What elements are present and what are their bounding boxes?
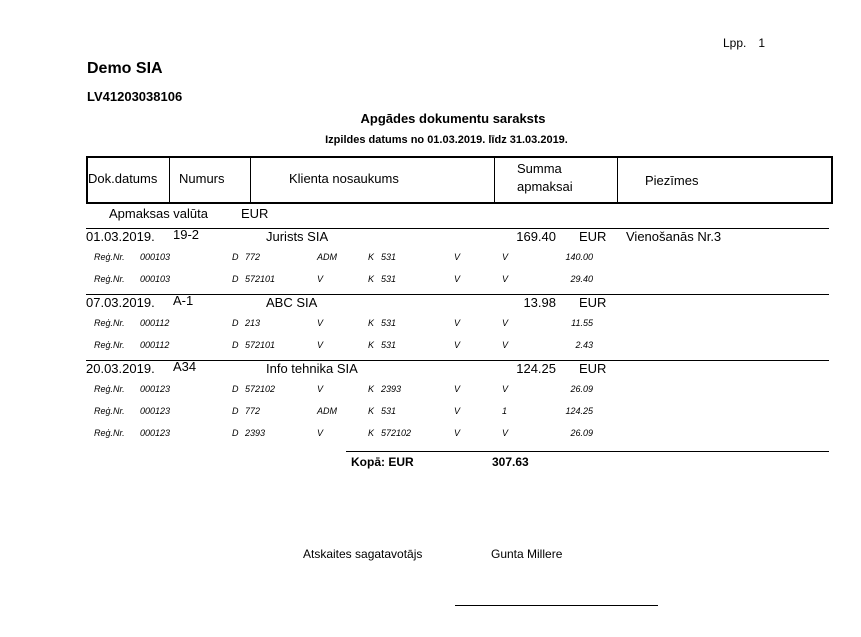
currency-label: Apmaksas valūta bbox=[109, 206, 208, 221]
entry-debit-account: 572102 bbox=[245, 384, 276, 394]
signature-line bbox=[455, 605, 658, 606]
entry-code: V bbox=[502, 318, 509, 328]
document-currency: EUR bbox=[579, 361, 607, 376]
entry-reg-no: 000123 bbox=[140, 384, 171, 394]
entry-debit-marker: D bbox=[232, 384, 239, 394]
entry-reg-label: Reģ.Nr. bbox=[94, 252, 125, 262]
table-header bbox=[86, 156, 833, 204]
entry-credit-account: 531 bbox=[381, 406, 397, 416]
entry-reg-no: 000112 bbox=[140, 318, 170, 328]
column-header-date: Dok.datums bbox=[88, 171, 158, 186]
entry-debit-marker: D bbox=[232, 428, 239, 438]
document-date: 01.03.2019. bbox=[86, 229, 155, 244]
entry-debit-account: 772 bbox=[245, 406, 261, 416]
page-value: 1 bbox=[758, 36, 766, 50]
entry-credit-account: 531 bbox=[381, 274, 397, 284]
entry-code: V bbox=[502, 274, 509, 284]
entry-code: V bbox=[502, 428, 509, 438]
document-amount: 169.40 bbox=[516, 229, 556, 244]
entry-credit-account: 531 bbox=[381, 252, 397, 262]
document-date: 20.03.2019. bbox=[86, 361, 155, 376]
entry-reg-no: 000123 bbox=[140, 428, 171, 438]
entry-debit-account: 772 bbox=[245, 252, 261, 262]
entry-code: V bbox=[454, 274, 461, 284]
entry-amount: 124.25 bbox=[565, 406, 593, 416]
entry-amount: 140.00 bbox=[565, 252, 593, 262]
entry-code: V bbox=[317, 428, 324, 438]
prepared-by-name: Gunta Millere bbox=[491, 547, 563, 561]
entry-code: 1 bbox=[502, 406, 508, 416]
entry-code: V bbox=[454, 384, 461, 394]
entry-credit-marker: K bbox=[368, 384, 375, 394]
entry-code: V bbox=[317, 384, 324, 394]
entry-credit-marker: K bbox=[368, 406, 375, 416]
document-notes: Vienošanās Nr.3 bbox=[626, 229, 722, 244]
entry-amount: 26.09 bbox=[570, 384, 593, 394]
entry-code: V bbox=[454, 406, 461, 416]
report-subtitle: Izpildes datums no 01.03.2019. līdz 31.03.2019. bbox=[325, 134, 568, 146]
entry-reg-no: 000123 bbox=[140, 406, 171, 416]
entry-debit-marker: D bbox=[232, 340, 239, 350]
currency-value: EUR bbox=[241, 206, 269, 221]
entry-code: V bbox=[502, 340, 509, 350]
document-currency: EUR bbox=[579, 229, 607, 244]
company-reg-no: LV41203038106 bbox=[87, 89, 183, 104]
document-number: A34 bbox=[173, 359, 197, 374]
entry-amount: 26.09 bbox=[570, 428, 593, 438]
client-name: ABC SIA bbox=[266, 295, 318, 310]
total-divider bbox=[346, 451, 829, 452]
entry-reg-label: Reģ.Nr. bbox=[94, 406, 125, 416]
header-divider bbox=[494, 158, 495, 202]
header-divider bbox=[617, 158, 618, 202]
column-header-notes: Piezīmes bbox=[645, 173, 699, 188]
entry-reg-label: Reģ.Nr. bbox=[94, 318, 125, 328]
document-divider bbox=[86, 360, 829, 361]
client-name: Jurists SIA bbox=[266, 229, 329, 244]
entry-code: V bbox=[454, 318, 461, 328]
entry-code: V bbox=[502, 252, 509, 262]
entry-credit-account: 531 bbox=[381, 340, 397, 350]
entry-amount: 2.43 bbox=[575, 340, 593, 350]
entry-code: ADM bbox=[317, 252, 337, 262]
column-header-client: Klienta nosaukums bbox=[289, 171, 399, 186]
entry-code: V bbox=[317, 340, 324, 350]
entry-debit-account: 572101 bbox=[245, 340, 276, 350]
column-header-number: Numurs bbox=[179, 171, 225, 186]
total-label: Kopā: EUR bbox=[351, 455, 414, 469]
report-title: Apgādes dokumentu saraksts bbox=[360, 111, 546, 126]
document-divider bbox=[86, 294, 829, 295]
entry-code: V bbox=[454, 428, 461, 438]
entry-code: V bbox=[502, 384, 509, 394]
entry-debit-account: 213 bbox=[245, 318, 261, 328]
entry-credit-marker: K bbox=[368, 428, 375, 438]
document-amount: 124.25 bbox=[516, 361, 556, 376]
entry-reg-no: 000103 bbox=[140, 274, 171, 284]
entry-credit-marker: K bbox=[368, 252, 375, 262]
prepared-by-label: Atskaites sagatavotājs bbox=[303, 547, 423, 561]
document-number: 19-2 bbox=[173, 227, 200, 242]
entry-reg-label: Reģ.Nr. bbox=[94, 274, 125, 284]
entry-reg-no: 000103 bbox=[140, 252, 171, 262]
document-amount: 13.98 bbox=[523, 295, 556, 310]
entry-reg-label: Reģ.Nr. bbox=[94, 428, 125, 438]
entry-code: V bbox=[454, 340, 461, 350]
entry-debit-marker: D bbox=[232, 318, 239, 328]
column-header-sum-line1: Summa bbox=[517, 161, 562, 176]
entry-debit-marker: D bbox=[232, 252, 239, 262]
entry-amount: 29.40 bbox=[570, 274, 593, 284]
total-value: 307.63 bbox=[492, 455, 529, 469]
entry-code: V bbox=[317, 318, 324, 328]
page-label: Lpp. bbox=[723, 36, 747, 50]
entry-credit-marker: K bbox=[368, 318, 375, 328]
entry-code: V bbox=[317, 274, 324, 284]
client-name: Info tehnika SIA bbox=[266, 361, 358, 376]
entry-code: ADM bbox=[317, 406, 337, 416]
entry-debit-marker: D bbox=[232, 406, 239, 416]
entry-code: V bbox=[454, 252, 461, 262]
document-date: 07.03.2019. bbox=[86, 295, 155, 310]
entry-amount: 11.55 bbox=[571, 318, 593, 328]
entry-reg-label: Reģ.Nr. bbox=[94, 384, 125, 394]
entry-debit-account: 2393 bbox=[245, 428, 266, 438]
page-number bbox=[723, 36, 765, 50]
entry-debit-account: 572101 bbox=[245, 274, 276, 284]
column-header-sum-line2: apmaksai bbox=[517, 179, 573, 194]
company-name: Demo SIA bbox=[87, 60, 163, 77]
entry-credit-account: 531 bbox=[381, 318, 397, 328]
entry-credit-account: 572102 bbox=[381, 428, 412, 438]
header-divider bbox=[169, 158, 170, 202]
entry-reg-label: Reģ.Nr. bbox=[94, 340, 125, 350]
header-divider bbox=[250, 158, 251, 202]
entry-credit-marker: K bbox=[368, 274, 375, 284]
entry-debit-marker: D bbox=[232, 274, 239, 284]
entry-reg-no: 000112 bbox=[140, 340, 170, 350]
document-number: A-1 bbox=[173, 293, 194, 308]
entry-credit-marker: K bbox=[368, 340, 375, 350]
document-currency: EUR bbox=[579, 295, 607, 310]
entry-credit-account: 2393 bbox=[381, 384, 402, 394]
